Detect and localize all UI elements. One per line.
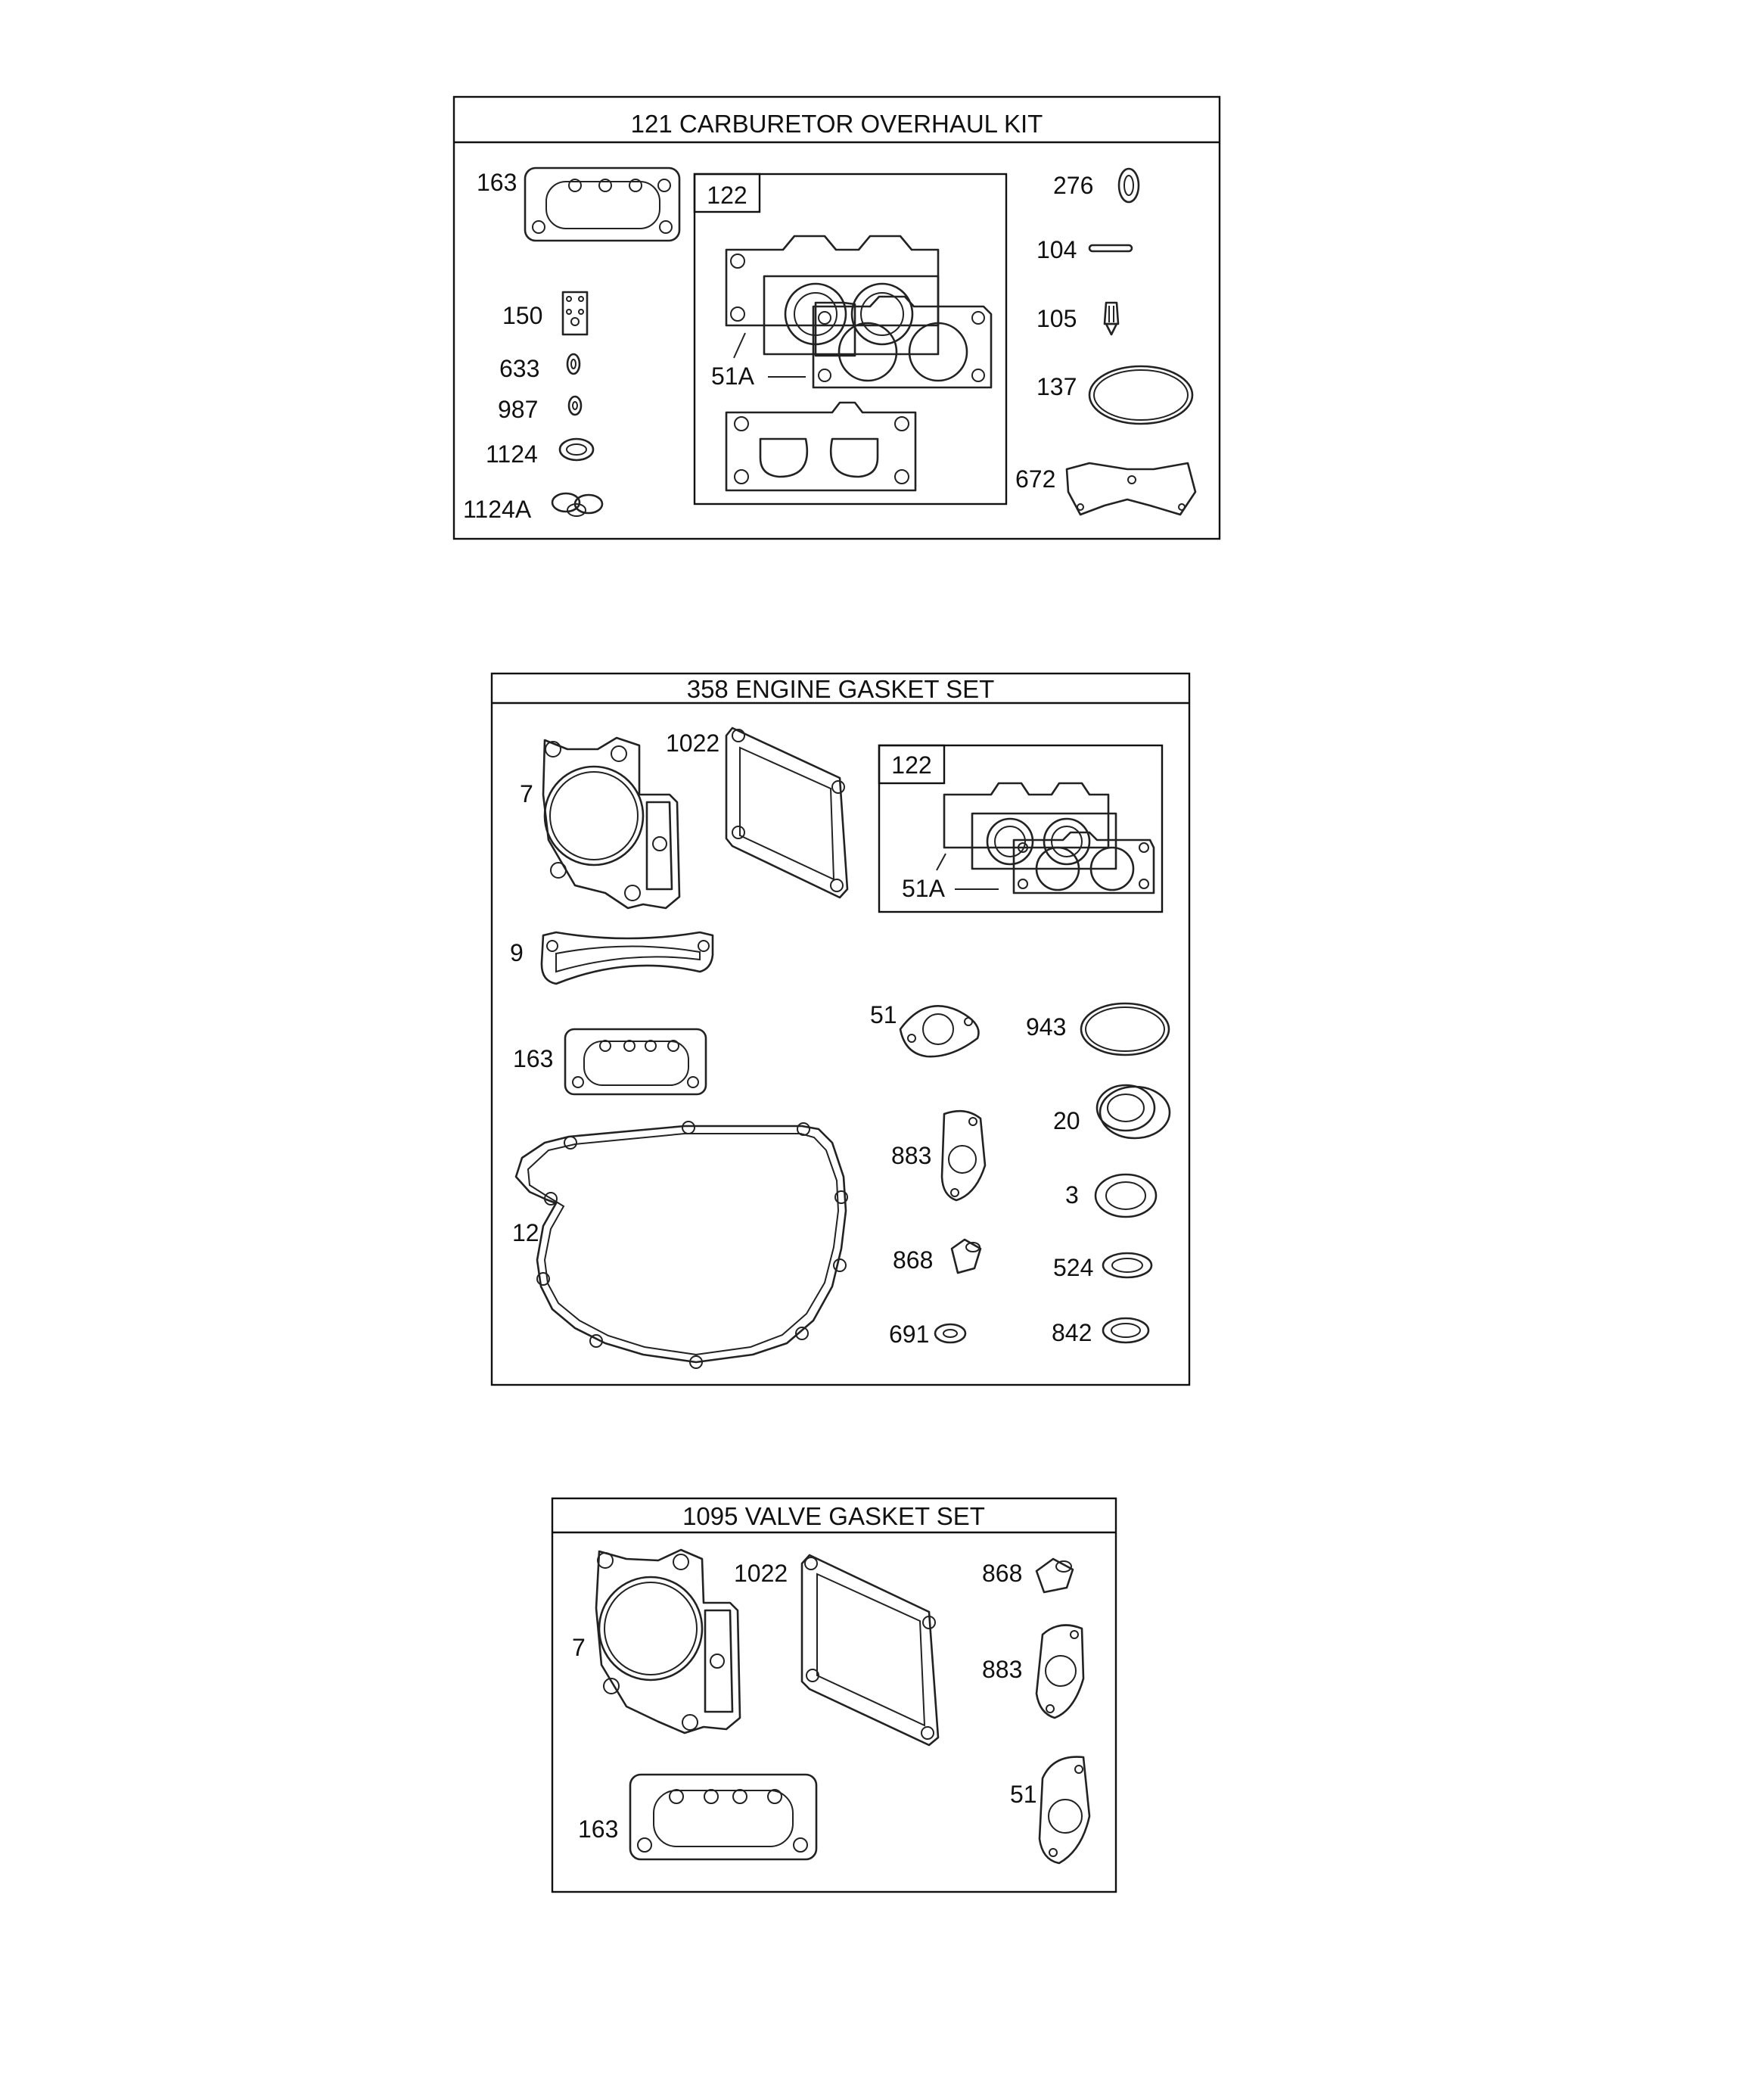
part-524-washer[interactable] [1103, 1253, 1151, 1277]
part-label: 1022 [734, 1560, 788, 1587]
sub-kit-122-box [879, 745, 1162, 912]
part-label: 1124A [463, 496, 532, 523]
kit-title: 358 ENGINE GASKET SET [686, 675, 995, 703]
part-label: 163 [513, 1045, 554, 1072]
part-label: 672 [1015, 465, 1056, 493]
part-150-plate[interactable] [563, 292, 587, 334]
part-1022-cover-gasket[interactable] [802, 1555, 938, 1745]
part-label: 524 [1053, 1254, 1094, 1281]
part-1124-seal[interactable] [560, 439, 593, 460]
part-label: 163 [578, 1815, 619, 1843]
part-883-intake-gasket[interactable] [1036, 1626, 1083, 1719]
part-868-valve-seal[interactable] [952, 1240, 981, 1273]
kit-engine-gasket-set [492, 674, 1189, 1385]
part-label: 51 [1010, 1781, 1037, 1808]
part-868-valve-seal[interactable] [1036, 1559, 1073, 1592]
part-163-gasket[interactable] [565, 1029, 706, 1094]
part-3-oil-seal[interactable] [1095, 1174, 1156, 1217]
part-label: 868 [893, 1246, 934, 1274]
part-label: 987 [498, 396, 539, 423]
part-label: 163 [477, 169, 517, 196]
sub-kit-number: 122 [707, 182, 747, 209]
part-276-bushing[interactable] [1119, 169, 1139, 202]
part-label: 883 [891, 1142, 932, 1169]
part-691-seal[interactable] [935, 1324, 965, 1342]
callout-label: 51A [902, 875, 945, 902]
part-51a-gasket-stack[interactable] [726, 236, 991, 387]
part-51-flange-gasket[interactable] [1040, 1757, 1089, 1863]
part-label: 51 [870, 1001, 897, 1028]
part-51a-gasket-stack[interactable] [944, 783, 1154, 893]
part-label: 883 [982, 1656, 1023, 1683]
part-label: 9 [510, 939, 524, 966]
kit-frame [552, 1498, 1116, 1892]
part-label: 7 [520, 780, 533, 807]
part-987-washer[interactable] [569, 397, 581, 415]
part-163-gasket[interactable] [630, 1775, 816, 1859]
part-label: 943 [1026, 1013, 1067, 1041]
part-883-intake-gasket[interactable] [942, 1111, 985, 1200]
part-1022-cover-gasket[interactable] [726, 728, 847, 898]
part-label: 842 [1052, 1319, 1092, 1346]
part-842-washer[interactable] [1103, 1318, 1148, 1342]
part-104-pin[interactable] [1089, 245, 1132, 251]
kit-title: 1095 VALVE GASKET SET [682, 1502, 985, 1530]
part-943-o-ring[interactable] [1081, 1003, 1169, 1055]
part-9-curved-gasket[interactable] [542, 932, 713, 984]
part-633-washer[interactable] [567, 354, 580, 374]
part-7-head-gasket[interactable] [543, 738, 679, 908]
part-label: 20 [1053, 1107, 1080, 1134]
part-label: 12 [512, 1219, 539, 1246]
part-1124a-seal-pair[interactable] [552, 493, 602, 516]
part-51-flange-gasket[interactable] [900, 1006, 978, 1056]
callout-label: 51A [711, 362, 754, 390]
part-672-float-bowl-gasket[interactable] [1067, 463, 1195, 515]
sub-kit-122-box [695, 174, 1006, 504]
part-label: 1022 [666, 730, 720, 757]
kit-title: 121 CARBURETOR OVERHAUL KIT [630, 110, 1043, 138]
part-12-crankcase-gasket[interactable] [516, 1122, 847, 1368]
part-label: 7 [572, 1634, 586, 1661]
part-label: 3 [1065, 1181, 1079, 1209]
kit-valve-gasket-set [552, 1498, 1116, 1892]
part-label: 276 [1053, 172, 1094, 199]
part-label: 868 [982, 1560, 1023, 1587]
part-163-gasket[interactable] [525, 168, 679, 241]
part-label: 633 [499, 355, 540, 382]
part-20-oil-seal[interactable] [1097, 1085, 1170, 1138]
part-label: 104 [1036, 236, 1077, 263]
part-label: 137 [1036, 373, 1077, 400]
sub-kit-number: 122 [891, 751, 932, 779]
part-137-o-ring[interactable] [1089, 366, 1192, 424]
part-label: 150 [502, 302, 543, 329]
part-7-head-gasket[interactable] [596, 1550, 740, 1733]
part-label: 1124 [486, 440, 538, 468]
part-label: 105 [1036, 305, 1077, 332]
kit-carburetor-overhaul [454, 97, 1220, 539]
part-122-lower-gasket[interactable] [726, 403, 915, 490]
part-105-needle[interactable] [1105, 303, 1118, 334]
part-label: 691 [889, 1321, 930, 1348]
